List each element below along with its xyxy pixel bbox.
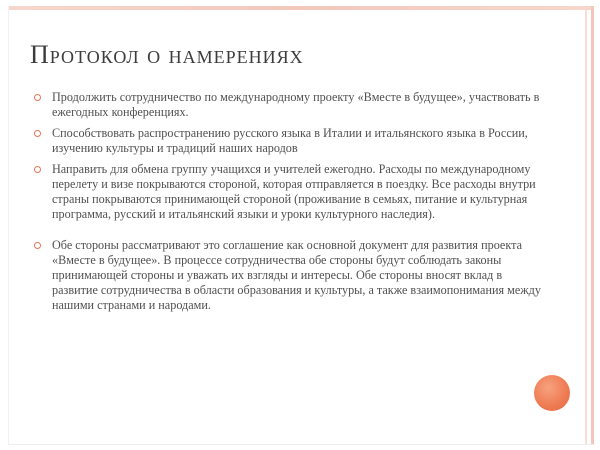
bullet-item — [30, 238, 545, 313]
slide-title: Протокол о намерениях — [30, 40, 304, 69]
bullet-text: Продолжить сотрудничество по международному проекту «Вместе в будущее», участвовать в ежегодных конференциях. — [52, 90, 540, 119]
bullet-text: Способствовать распространению русского языка в Италии и итальянского языка в России, изучению культуры и традиций наших народов — [52, 126, 528, 155]
slide-frame-top — [8, 6, 594, 10]
bullet-icon — [34, 242, 41, 249]
bullet-item — [30, 162, 545, 222]
bullet-text: Обе стороны рассматривают это соглашение как основной документ для развития проекта «Вместе в будущее». В процессе сотрудничества обе стороны будут соблюдать законы принимающей стороны и уважать их взгляды и интересы. Обе стороны вносят вклад в развитие сотрудничества в области образования и культуры, а также взаимопонимания между нашими странами и народами. — [52, 238, 541, 312]
slide-frame-bottom — [8, 444, 594, 445]
bullet-icon — [34, 166, 41, 173]
slide-frame-right-outer — [591, 6, 594, 444]
bullet-text: Направить для обмена группу учащихся и учителей ежегодно. Расходы по международному перелету и визе покрываются стороной, которая отправляется в поездку. Все расходы внутри страны покрываются принимающей стороной (проживание в семьях, питание и культурная программа, русский и итальянский языки и уроки культурного наследия). — [52, 162, 536, 221]
bullet-icon — [34, 130, 41, 137]
bullet-list — [30, 90, 545, 319]
bullet-item — [30, 126, 545, 156]
orange-circle-decoration — [534, 375, 570, 411]
bullet-item — [30, 90, 545, 120]
bullet-icon — [34, 94, 41, 101]
slide-frame-right-inner — [585, 10, 587, 444]
slide-frame-left — [8, 6, 9, 444]
